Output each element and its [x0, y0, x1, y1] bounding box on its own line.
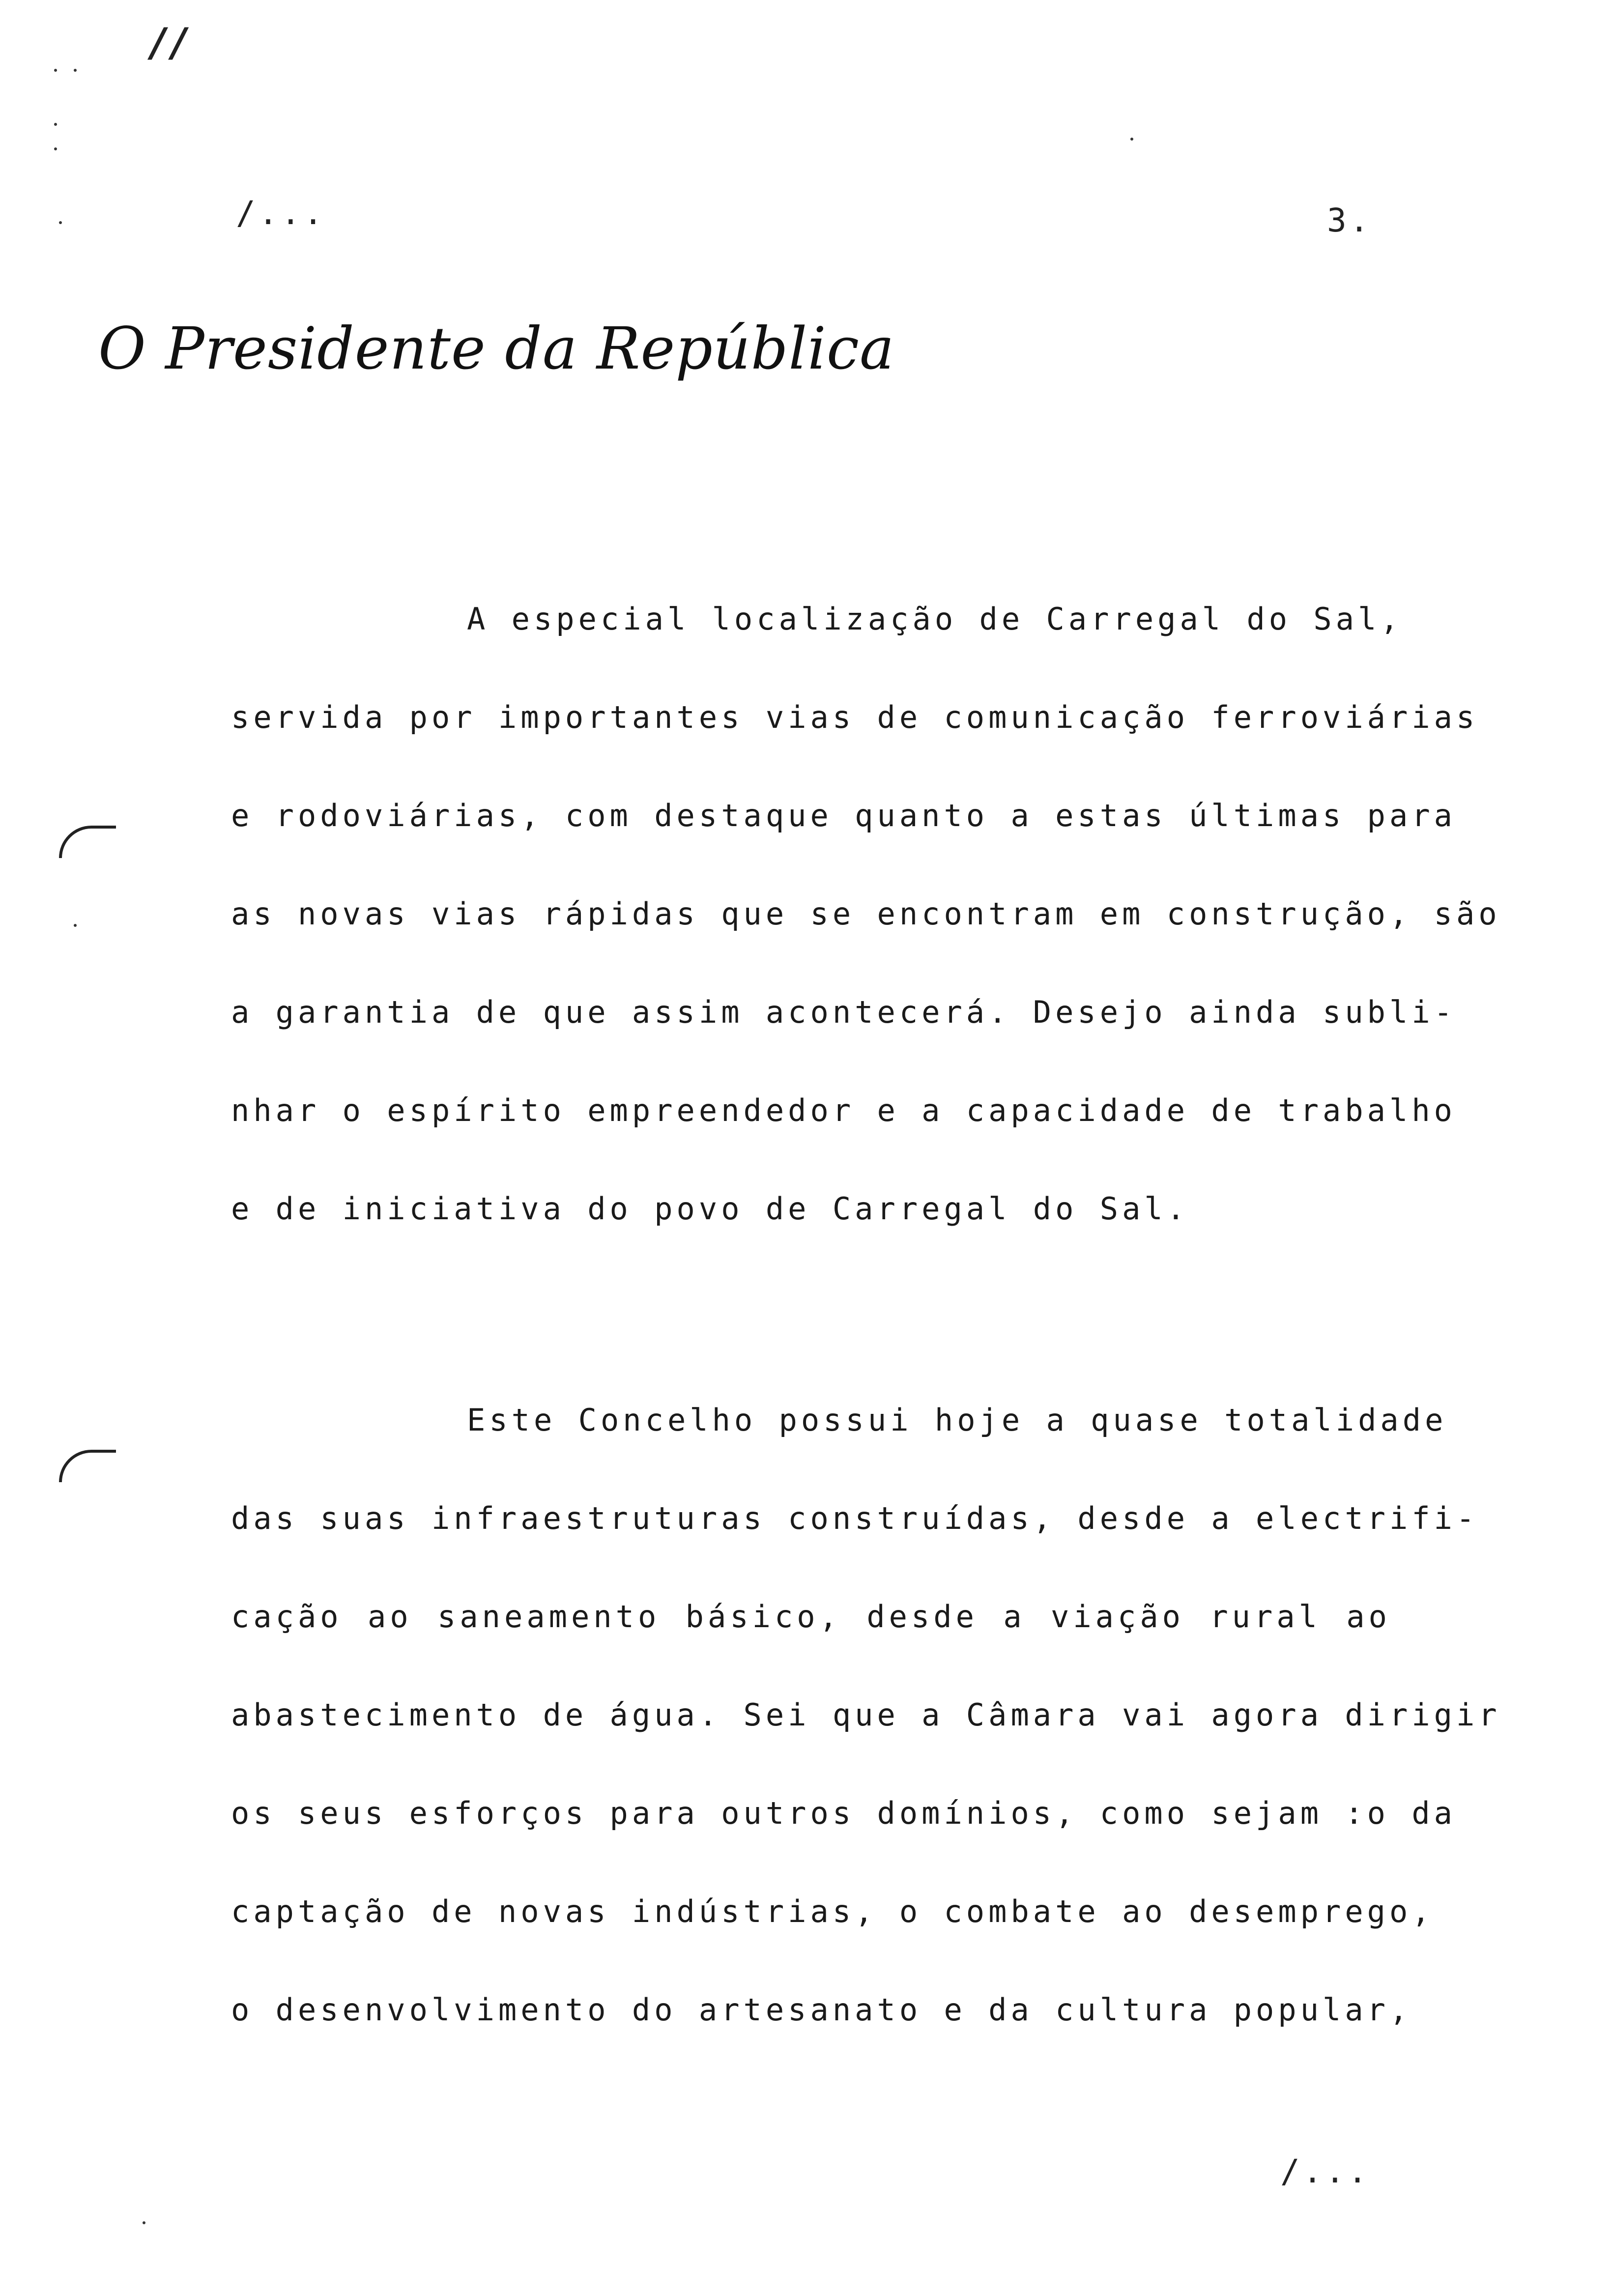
paragraph-line: os seus esforços para outros domínios, como sejam :o da [231, 1795, 1456, 1831]
binder-hole-mark [59, 1450, 116, 1482]
continuation-mark-bottom: /... [1280, 2152, 1370, 2190]
scan-speck [74, 924, 77, 927]
scan-speck [74, 69, 77, 72]
scan-speck [143, 2221, 145, 2224]
paragraph-line: A especial localização de Carregal do Sal, [467, 601, 1403, 637]
top-handwritten-marks: // [147, 20, 189, 65]
scan-speck [59, 221, 62, 224]
paragraph-line: a garantia de que assim acontecerá. Desejo ainda subli- [231, 994, 1456, 1030]
scan-speck [1130, 138, 1133, 141]
paragraph-concelho [231, 1371, 1501, 2059]
paragraph-line: abastecimento de água. Sei que a Câmara vai agora dirigir [231, 1697, 1501, 1733]
binder-hole-mark [59, 826, 116, 858]
paragraph-line: nhar o espírito empreendedor e a capacidade de trabalho [231, 1092, 1456, 1128]
letterhead: O Presidente da República [98, 315, 895, 382]
paragraph-line: o desenvolvimento do artesanato e da cultura popular, [231, 1992, 1412, 2028]
continuation-mark-top: /... [236, 194, 326, 232]
paragraph-line: cação ao saneamento básico, desde a viação rural ao [231, 1599, 1391, 1635]
paragraph-line: captação de novas indústrias, o combate ao desemprego, [231, 1894, 1434, 1929]
paragraph-line: servida por importantes vias de comunicação ferroviárias [231, 699, 1479, 735]
paragraph-line: das suas infraestruturas construídas, desde a electrifi- [231, 1500, 1479, 1536]
paragraph-localizacao [231, 570, 1501, 1258]
paragraph-line: e de iniciativa do povo de Carregal do Sal. [231, 1191, 1189, 1227]
scan-speck [54, 69, 57, 72]
paragraph-line: as novas vias rápidas que se encontram em construção, são [231, 896, 1501, 932]
scan-speck [54, 147, 57, 150]
paragraph-line: e rodoviárias, com destaque quanto a estas últimas para [231, 798, 1456, 833]
page-number: 3. [1327, 201, 1372, 239]
paragraph-line: Este Concelho possui hoje a quase totalidade [467, 1402, 1447, 1438]
scan-speck [54, 123, 57, 126]
